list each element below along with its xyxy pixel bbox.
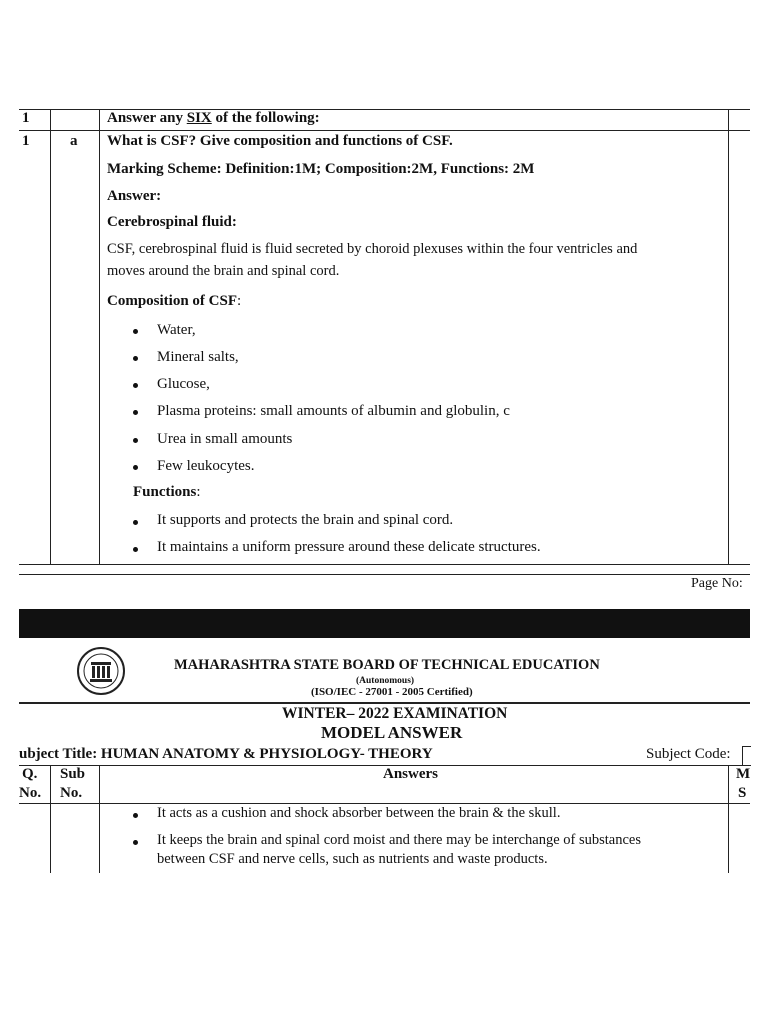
- function-item: It supports and protects the brain and spinal cord.: [157, 512, 454, 528]
- composition-item: Mineral salts,: [157, 349, 239, 365]
- msbte-logo-icon: [76, 646, 126, 696]
- col-q-no-line1: Q.: [22, 766, 38, 782]
- autonomous-label: (Autonomous): [356, 676, 415, 686]
- table2-col-divider-left: [50, 765, 51, 873]
- composition-item: Glucose,: [157, 376, 210, 392]
- function-item-cont: It acts as a cushion and shock absorber between the brain & the skull.: [157, 805, 561, 821]
- answer-label: Answer:: [107, 188, 162, 204]
- subject-code-box: [742, 746, 751, 766]
- subject-title: ubject Title: HUMAN ANATOMY & PHYSIOLOGY- THEORY: [19, 746, 433, 762]
- bullet-icon: [133, 438, 138, 443]
- function-item: It maintains a uniform pressure around these delicate structures.: [157, 539, 541, 555]
- composition-item: Few leukocytes.: [157, 458, 255, 474]
- csf-heading: Cerebrospinal fluid:: [107, 214, 237, 230]
- question-number: 1: [22, 110, 30, 126]
- col-answers: Answers: [383, 766, 438, 782]
- marking-scheme: Marking Scheme: Definition:1M; Composition:2M, Functions: 2M: [107, 161, 535, 177]
- table-col-divider-sub: [99, 109, 100, 564]
- question-text: What is CSF? Give composition and functions of CSF.: [107, 133, 453, 149]
- functions-heading-colon: :: [196, 484, 201, 500]
- composition-item: Plasma proteins: small amounts of albumin and globulin, c: [157, 403, 510, 419]
- bullet-icon: [133, 383, 138, 388]
- bullet-icon: [133, 465, 138, 470]
- table2-col-divider-right: [728, 765, 729, 873]
- function-item-cont: It keeps the brain and spinal cord moist and there may be interchange of substances: [157, 832, 641, 848]
- question-intro-after: of the following:: [211, 110, 320, 126]
- model-answer-title: MODEL ANSWER: [321, 723, 463, 742]
- col-marks-line1: M: [736, 766, 751, 782]
- definition-line-2: moves around the brain and spinal cord.: [107, 263, 340, 279]
- col-q-no-line2: No.: [19, 785, 42, 801]
- functions-heading-text: Functions: [133, 484, 197, 500]
- question-intro-underlined: SIX: [186, 110, 212, 126]
- table2-col-divider-sub: [99, 765, 100, 873]
- bullet-icon: [133, 520, 138, 525]
- definition-line-1: CSF, cerebrospinal fluid is fluid secreted by choroid plexuses within the four ventricles and: [107, 241, 638, 257]
- col-sub-no-line1: Sub: [60, 766, 86, 782]
- question-intro-before: Answer any: [107, 110, 187, 126]
- table2-header-divider: [19, 803, 750, 804]
- bullet-icon: [133, 840, 138, 845]
- bullet-icon: [133, 356, 138, 361]
- page-footer-rule: [19, 574, 750, 575]
- composition-heading-colon: :: [237, 293, 242, 309]
- col-sub-no-line2: No.: [60, 785, 83, 801]
- exam-title: WINTER– 2022 EXAMINATION: [282, 705, 508, 722]
- page-number-label: Page No:: [691, 576, 743, 591]
- composition-heading: [107, 293, 241, 310]
- sub-question-label: a: [70, 133, 78, 149]
- bullet-icon: [133, 329, 138, 334]
- table-row-divider: [19, 130, 750, 131]
- bullet-icon: [133, 547, 138, 552]
- composition-heading-text: Composition of CSF: [107, 293, 238, 309]
- table-col-divider-right: [728, 109, 729, 564]
- bullet-icon: [133, 813, 138, 818]
- table-bottom-border: [19, 564, 750, 565]
- sub-question-number: 1: [22, 133, 30, 149]
- function-item-cont-line2: between CSF and nerve cells, such as nutrients and waste products.: [157, 851, 548, 867]
- table-col-divider-left: [50, 109, 51, 564]
- question-intro: [107, 110, 320, 127]
- header-rule: [19, 702, 750, 704]
- subject-code-label: Subject Code:: [646, 746, 731, 762]
- page-separator-band: [19, 609, 750, 638]
- certification-label: (ISO/IEC - 27001 - 2005 Certified): [311, 686, 473, 698]
- board-name: MAHARASHTRA STATE BOARD OF TECHNICAL EDUCATION: [174, 657, 600, 673]
- composition-item: Urea in small amounts: [157, 431, 293, 447]
- functions-heading: [133, 484, 201, 501]
- bullet-icon: [133, 410, 138, 415]
- col-marks-line2: S: [738, 785, 747, 801]
- composition-item: Water,: [157, 322, 196, 338]
